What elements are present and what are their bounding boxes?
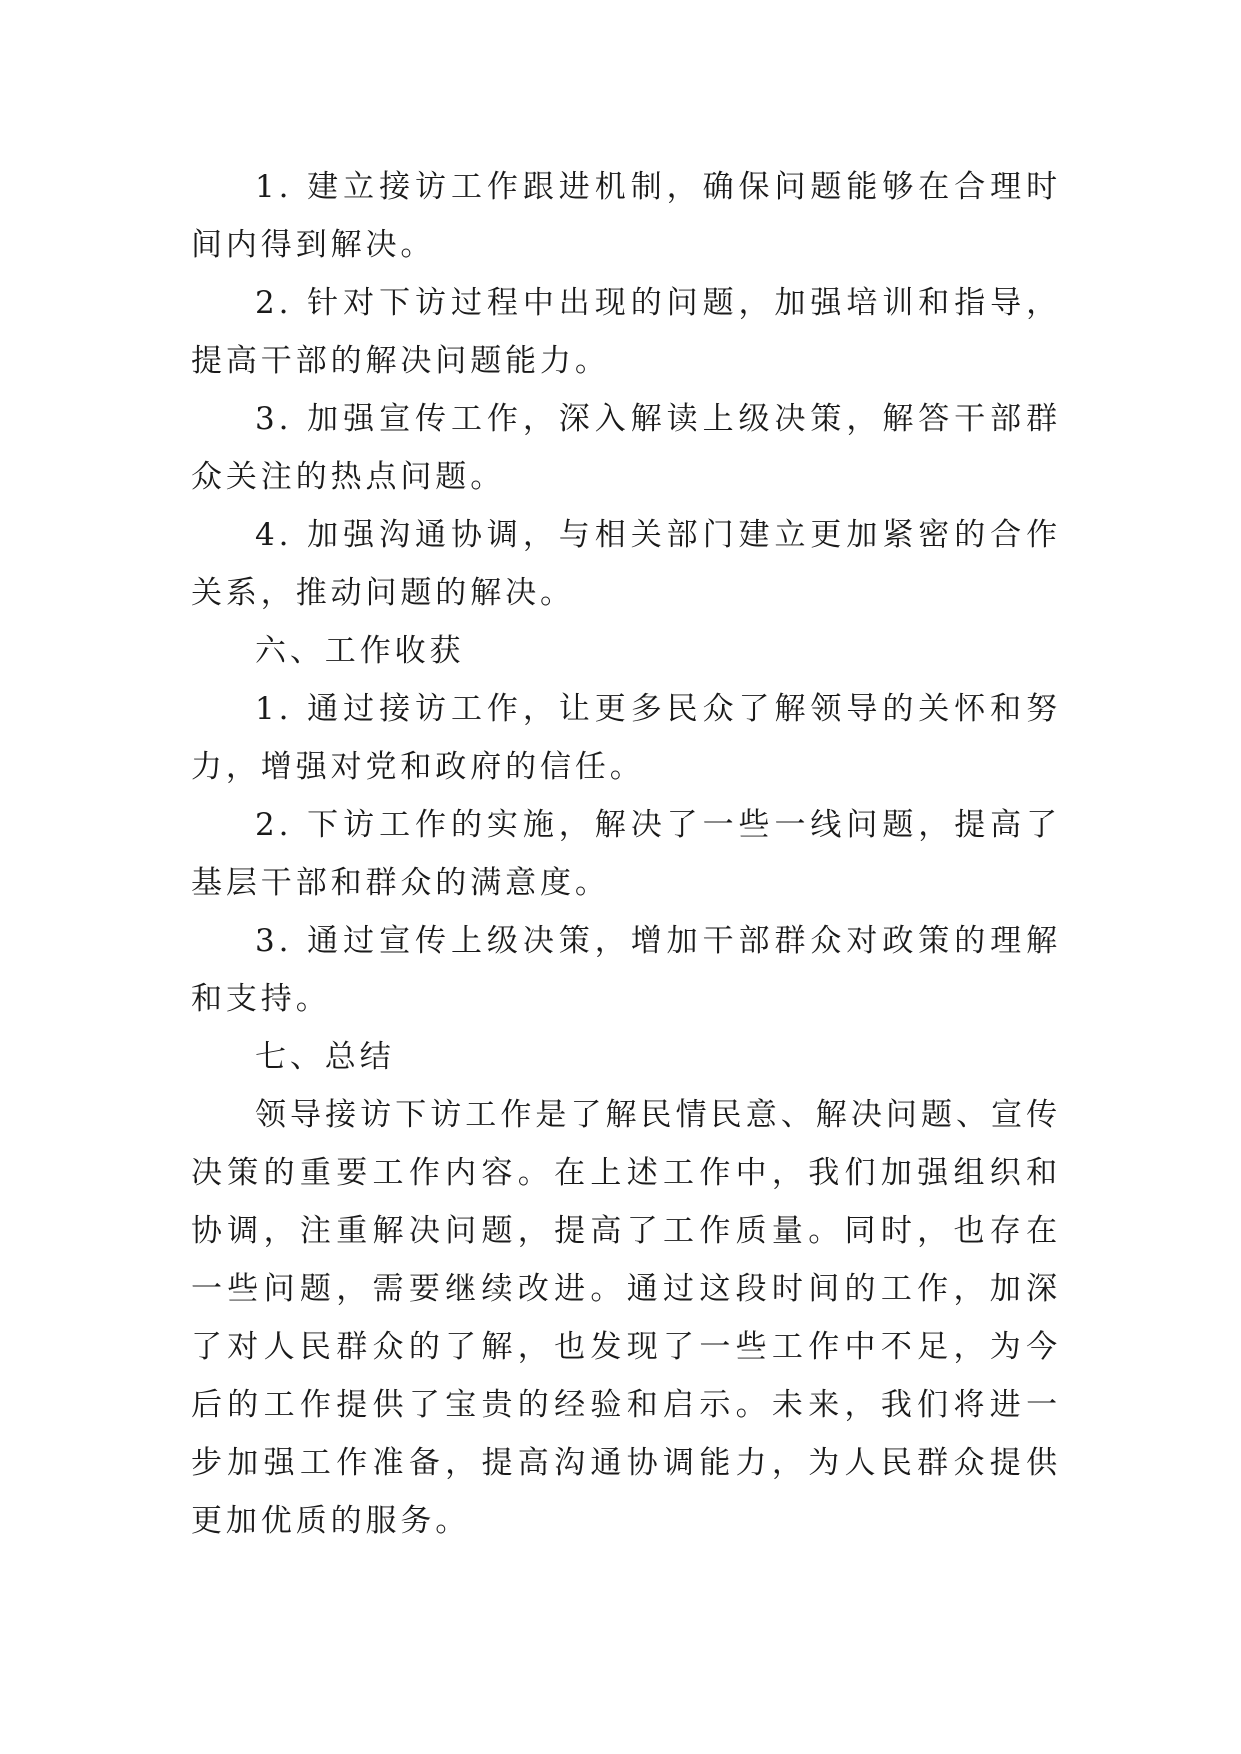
- list-item-gain-policy-understanding: 3. 通过宣传上级决策，增加干部群众对政策的理解和支持。: [191, 923, 1061, 1017]
- list-item-followup-mechanism: 1. 建立接访工作跟进机制，确保问题能够在合理时间内得到解决。: [191, 169, 1061, 263]
- document-body: [191, 158, 1061, 1550]
- list-item-gain-trust: 1. 通过接访工作，让更多民众了解领导的关怀和努力，增强对党和政府的信任。: [191, 691, 1061, 785]
- list-item-gain-satisfaction: 2. 下访工作的实施，解决了一些一线问题，提高了基层干部和群众的满意度。: [191, 807, 1061, 901]
- list-item-publicity-work: 3. 加强宣传工作，深入解读上级决策，解答干部群众关注的热点问题。: [191, 401, 1061, 495]
- list-item-communication-coordination: 4. 加强沟通协调，与相关部门建立更加紧密的合作关系，推动问题的解决。: [191, 517, 1061, 611]
- section-heading-work-gains: 六、工作收获: [255, 633, 465, 669]
- section-heading-summary: 七、总结: [255, 1039, 395, 1075]
- list-item-training-guidance: 2. 针对下访过程中出现的问题，加强培训和指导，提高干部的解决问题能力。: [191, 285, 1061, 379]
- summary-paragraph: 领导接访下访工作是了解民情民意、解决问题、宣传决策的重要工作内容。在上述工作中，我们加强组织和协调，注重解决问题，提高了工作质量。同时，也存在一些问题，需要继续改进。通过这段时间的工作，加深了对人民群众的了解，也发现了一些工作中不足，为今后的工作提供了宝贵的经验和启示。未来，我们将进一步加强工作准备，提高沟通协调能力，为人民群众提供更加优质的服务。: [191, 1097, 1061, 1539]
